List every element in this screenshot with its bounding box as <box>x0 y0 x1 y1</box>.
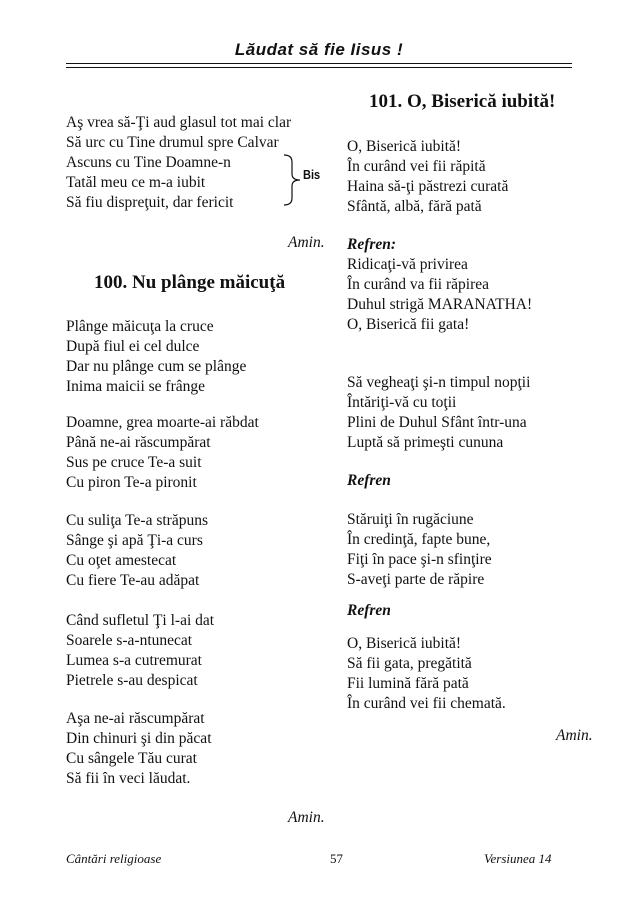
lyric-line: Pietrele s-au despicat <box>66 672 198 689</box>
lyric-line: Duhul strigă MARANATHA! <box>347 296 533 313</box>
page-header-title: Lăudat să fie Iisus ! <box>234 40 404 59</box>
lyric-line: Fiţi în pace şi-n sfinţire <box>347 551 492 568</box>
refrain-label: Refren <box>347 602 391 619</box>
lyric-line: S-aveţi parte de răpire <box>347 571 485 588</box>
lyric-line: Ascuns cu Tine Doamne-n <box>66 154 231 171</box>
footer-version: Versiunea 14 <box>484 851 552 866</box>
lyric-line: Când sufletul Ţi l-ai dat <box>66 612 215 629</box>
lyric-line: Aş vrea să-Ţi aud glasul tot mai clar <box>66 114 292 131</box>
lyric-line: Sânge şi apă Ţi-a curs <box>66 532 203 549</box>
lyric-line: În curând vei fii chemată. <box>347 695 506 712</box>
lyric-line: Cu sângele Tău curat <box>66 750 197 767</box>
lyric-line: Stăruiţi în rugăciune <box>347 511 474 528</box>
lyric-line: În credinţă, fapte bune, <box>347 531 491 548</box>
lyric-line: Plânge măicuţa la cruce <box>66 318 214 335</box>
lyric-line: O, Biserică fii gata! <box>347 316 470 333</box>
lyric-line: Sus pe cruce Te-a suit <box>66 454 202 471</box>
lyric-line: O, Biserică iubită! <box>347 635 462 652</box>
lyric-line: Lumea s-a cutremurat <box>66 652 202 669</box>
lyric-line: Luptă să primeşti cununa <box>347 434 504 451</box>
amin-label: Amin. <box>288 809 325 826</box>
lyric-line: Ridicaţi-vă privirea <box>347 256 468 273</box>
amin-label: Amin. <box>556 727 593 744</box>
lyric-line: Plini de Duhul Sfânt într-una <box>347 414 527 431</box>
lyric-line: În curând va fii răpirea <box>347 276 490 293</box>
lyric-line: Haina să-ţi păstrezi curată <box>347 178 509 195</box>
lyric-line: Fii lumină fără pată <box>347 675 469 692</box>
amin-label: Amin. <box>288 234 325 251</box>
bis-brace-icon <box>282 154 304 206</box>
footer-book-title: Cântări religioase <box>66 851 162 866</box>
refrain-label: Refren: <box>347 236 397 253</box>
lyric-line: Sfântă, albă, fără pată <box>347 198 482 215</box>
header-rule <box>66 67 572 68</box>
lyric-line: Cu suliţa Te-a străpuns <box>66 512 208 529</box>
lyric-line: Cu piron Te-a pironit <box>66 474 197 491</box>
header-rule <box>66 63 572 64</box>
lyric-line: Întăriţi-vă cu toţii <box>347 394 457 411</box>
lyric-line: Inima maicii se frânge <box>66 378 206 395</box>
lyric-line: Să urc cu Tine drumul spre Calvar <box>66 134 279 151</box>
song-title: 100. Nu plânge măicuţă <box>94 272 286 293</box>
lyric-line: Până ne-ai răscumpărat <box>66 434 211 451</box>
lyric-line: Dar nu plânge cum se plânge <box>66 358 247 375</box>
lyric-line: Soarele s-a-ntunecat <box>66 632 193 649</box>
lyric-line: Să vegheaţi şi-n timpul nopţii <box>347 374 531 391</box>
lyric-line: Să fii gata, pregătită <box>347 655 472 672</box>
lyric-line: Doamne, grea moarte-ai răbdat <box>66 414 259 431</box>
lyric-line: Cu oţet amestecat <box>66 552 177 569</box>
page-number: 57 <box>330 851 343 866</box>
lyric-line: O, Biserică iubită! <box>347 138 462 155</box>
refrain-label: Refren <box>347 472 391 489</box>
lyric-line: Din chinuri şi din păcat <box>66 730 212 747</box>
lyric-line: Cu fiere Te-au adăpat <box>66 572 200 589</box>
lyric-line: După fiul ei cel dulce <box>66 338 200 355</box>
lyric-line: Să fii în veci lăudat. <box>66 770 191 787</box>
bis-label: Bis <box>303 167 321 182</box>
lyric-line: Aşa ne-ai răscumpărat <box>66 710 205 727</box>
lyric-line: Să fiu dispreţuit, dar fericit <box>66 194 234 211</box>
lyric-line: Tatăl meu ce m-a iubit <box>66 174 206 191</box>
lyric-line: În curând vei fii răpită <box>347 158 486 175</box>
song-title: 101. O, Biserică iubită! <box>369 91 556 112</box>
